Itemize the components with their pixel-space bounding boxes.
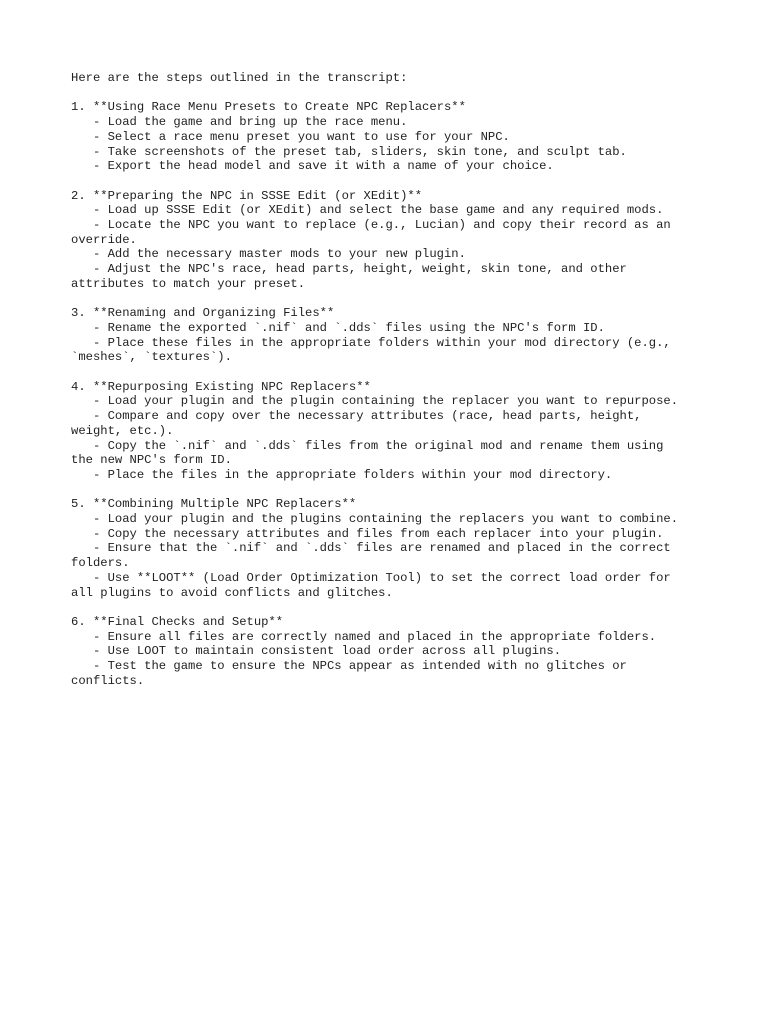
step-line: weight, etc.). xyxy=(71,423,174,438)
section-heading: 4. **Repurposing Existing NPC Replacers** xyxy=(71,379,371,394)
blank-line xyxy=(71,600,731,615)
step-line: the new NPC's form ID. xyxy=(71,453,232,468)
document-page xyxy=(71,71,731,688)
blank-line xyxy=(71,174,731,189)
step-line: - Use **LOOT** (Load Order Optimization Tool) to set the correct load order for xyxy=(71,570,671,585)
section-heading: 2. **Preparing the NPC in SSSE Edit (or XEdit)** xyxy=(71,188,423,203)
step-line: - Select a race menu preset you want to use for your NPC. xyxy=(71,129,510,144)
step-line: - Adjust the NPC's race, head parts, height, weight, skin tone, and other xyxy=(71,262,627,277)
step-line: - Load your plugin and the plugins containing the replacers you want to combine. xyxy=(71,512,679,527)
section-heading: 6. **Final Checks and Setup** xyxy=(71,614,284,629)
step-line: - Load up SSSE Edit (or XEdit) and select the base game and any required mods. xyxy=(71,203,664,218)
intro-text: Here are the steps outlined in the transcript: xyxy=(71,71,408,85)
section-heading: 5. **Combining Multiple NPC Replacers** xyxy=(71,497,357,512)
step-line: all plugins to avoid conflicts and glitches. xyxy=(71,585,393,600)
section-heading: 1. **Using Race Menu Presets to Create NPC Replacers** xyxy=(71,100,466,115)
blank-line xyxy=(71,365,731,380)
step-line: - Test the game to ensure the NPCs appear as intended with no glitches or xyxy=(71,659,627,674)
step-line: - Ensure that the `.nif` and `.dds` files are renamed and placed in the correct xyxy=(71,541,671,556)
step-line: - Copy the `.nif` and `.dds` files from the original mod and rename them using xyxy=(71,438,664,453)
step-line: - Place these files in the appropriate folders within your mod directory (e.g., xyxy=(71,335,671,350)
step-line: - Load your plugin and the plugin containing the replacer you want to repurpose. xyxy=(71,394,679,409)
blank-line xyxy=(71,86,731,101)
step-line: - Place the files in the appropriate folders within your mod directory. xyxy=(71,467,613,482)
step-line: - Load the game and bring up the race menu. xyxy=(71,115,408,130)
step-line: folders. xyxy=(71,556,130,571)
step-line: - Rename the exported `.nif` and `.dds` files using the NPC's form ID. xyxy=(71,320,605,335)
step-line: - Ensure all files are correctly named and placed in the appropriate folders. xyxy=(71,629,657,644)
step-line: `meshes`, `textures`). xyxy=(71,350,232,365)
step-line: - Use LOOT to maintain consistent load order across all plugins. xyxy=(71,644,562,659)
step-line: - Locate the NPC you want to replace (e.g., Lucian) and copy their record as an xyxy=(71,218,671,232)
step-line: attributes to match your preset. xyxy=(71,276,306,291)
blank-line xyxy=(71,483,731,498)
step-line: override. xyxy=(71,232,137,247)
step-line: - Compare and copy over the necessary attributes (race, head parts, height, xyxy=(71,409,642,424)
step-line: - Export the head model and save it with a name of your choice. xyxy=(71,159,554,174)
section-heading: 3. **Renaming and Organizing Files** xyxy=(71,306,335,321)
step-line: conflicts. xyxy=(71,673,145,688)
step-line: - Add the necessary master mods to your new plugin. xyxy=(71,247,466,262)
blank-line xyxy=(71,292,731,307)
step-line: - Copy the necessary attributes and files from each replacer into your plugin. xyxy=(71,526,664,541)
step-line: - Take screenshots of the preset tab, sliders, skin tone, and sculpt tab. xyxy=(71,144,627,159)
